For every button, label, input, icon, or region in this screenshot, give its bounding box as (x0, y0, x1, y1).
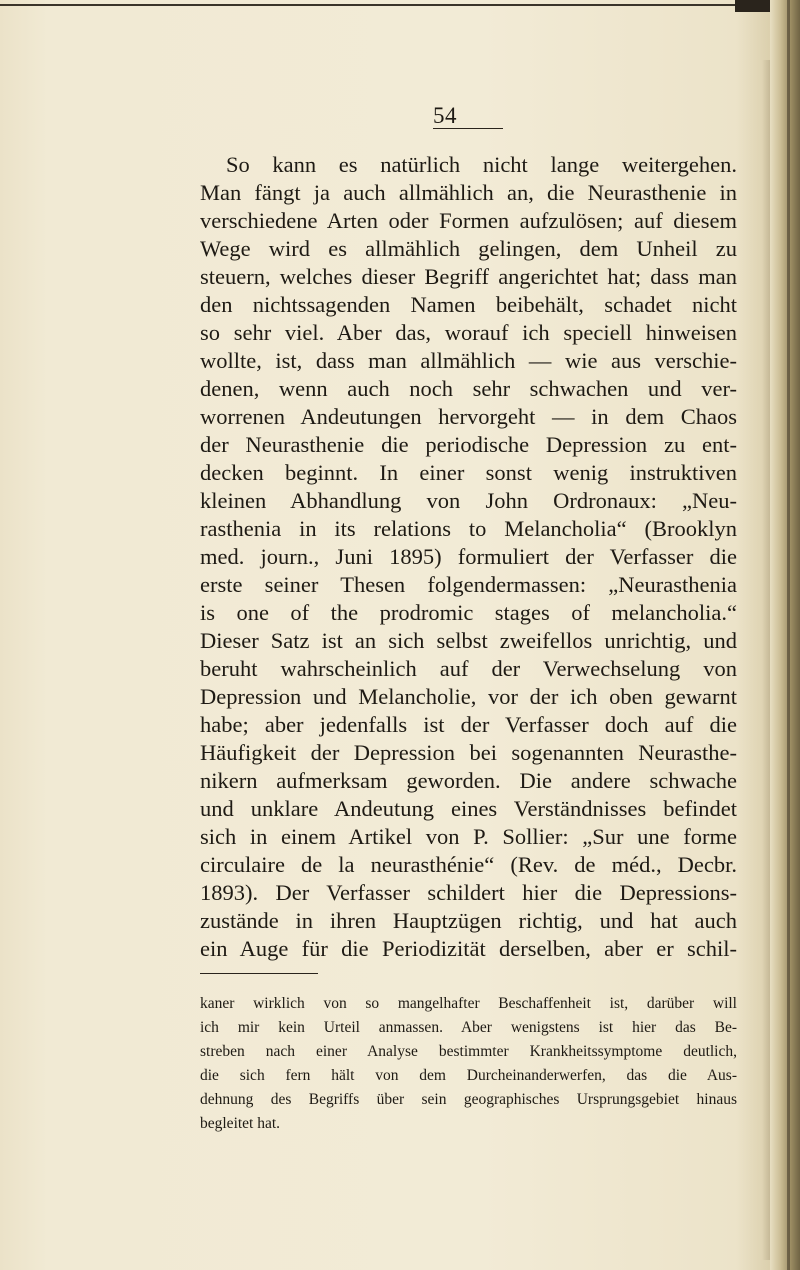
body-line: rasthenia in its relations to Melancholia“ (Brooklyn (200, 516, 737, 541)
body-line: erste seiner Thesen folgendermassen: „Neurasthenia (200, 572, 737, 597)
body-line: wollte, ist, dass man allmählich — wie aus verschie- (200, 348, 737, 373)
footnote-line: die sich fern hält von dem Durcheinanderwerfen, das die Aus- (200, 1067, 737, 1084)
body-line: So kann es natürlich nicht lange weitergehen. (226, 152, 737, 177)
body-line: Wege wird es allmählich gelingen, dem Unheil zu (200, 236, 737, 261)
body-line: und unklare Andeutung eines Verständnisses befindet (200, 796, 737, 821)
body-line: ein Auge für die Periodizität derselben, aber er schil- (200, 936, 737, 961)
body-line: 1893). Der Verfasser schildert hier die Depressions- (200, 880, 737, 905)
footnote-line: begleitet hat. (200, 1115, 281, 1132)
footnote-line: streben nach einer Analyse bestimmter Krankheitssymptome deutlich, (200, 1043, 737, 1060)
page-number: 54 (433, 104, 503, 129)
body-line: decken beginnt. In einer sonst wenig instruktiven (200, 460, 737, 485)
body-line: verschiedene Arten oder Formen aufzulösen; auf diesem (200, 208, 737, 233)
footnote-line: ich mir kein Urteil anmassen. Aber wenigstens ist hier das Be- (200, 1019, 737, 1036)
body-line: worrenen Andeutungen hervorgeht — in dem Chaos (200, 404, 737, 429)
body-line: beruht wahrscheinlich auf der Verwechselung von (200, 656, 737, 681)
binding-line (787, 0, 790, 1270)
body-line: denen, wenn auch noch sehr schwachen und ver- (200, 376, 737, 401)
body-line: steuern, welches dieser Begriff angerichtet hat; dass man (200, 264, 737, 289)
body-line: Man fängt ja auch allmählich an, die Neurasthenie in (200, 180, 737, 205)
body-line: sich in einem Artikel von P. Sollier: „Sur une forme (200, 824, 737, 849)
footnote-line: dehnung des Begriffs über sein geographisches Ursprungsgebiet hinaus (200, 1091, 737, 1108)
footnote-line: kaner wirklich von so mangelhafter Beschaffenheit ist, darüber will (200, 995, 737, 1012)
body-line: den nichtssagenden Namen beibehält, schadet nicht (200, 292, 737, 317)
body-line: kleinen Abhandlung von John Ordronaux: „Neu- (200, 488, 737, 513)
body-line: circulaire de la neurasthénie“ (Rev. de méd., Decbr. (200, 852, 737, 877)
body-line: Dieser Satz ist an sich selbst zweifellos unrichtig, und (200, 628, 737, 653)
top-edge-rule (0, 4, 770, 6)
body-line: med. journ., Juni 1895) formuliert der Verfasser die (200, 544, 737, 569)
body-line: is one of the prodromic stages of melancholia.“ (200, 600, 737, 625)
body-line: Depression und Melancholie, vor der ich oben gewarnt (200, 684, 737, 709)
footnote-rule (200, 973, 318, 974)
body-line: habe; aber jedenfalls ist der Verfasser doch auf die (200, 712, 737, 737)
body-line: so sehr viel. Aber das, worauf ich speciell hinweisen (200, 320, 737, 345)
body-line: der Neurasthenie die periodische Depression zu ent- (200, 432, 737, 457)
page-binding-edge (770, 0, 800, 1270)
body-line: nikern aufmerksam geworden. Die andere schwache (200, 768, 737, 793)
body-line: zustände in ihren Hauptzügen richtig, und hat auch (200, 908, 737, 933)
body-line: Häufigkeit der Depression bei sogenannten Neurasthe- (200, 740, 737, 765)
